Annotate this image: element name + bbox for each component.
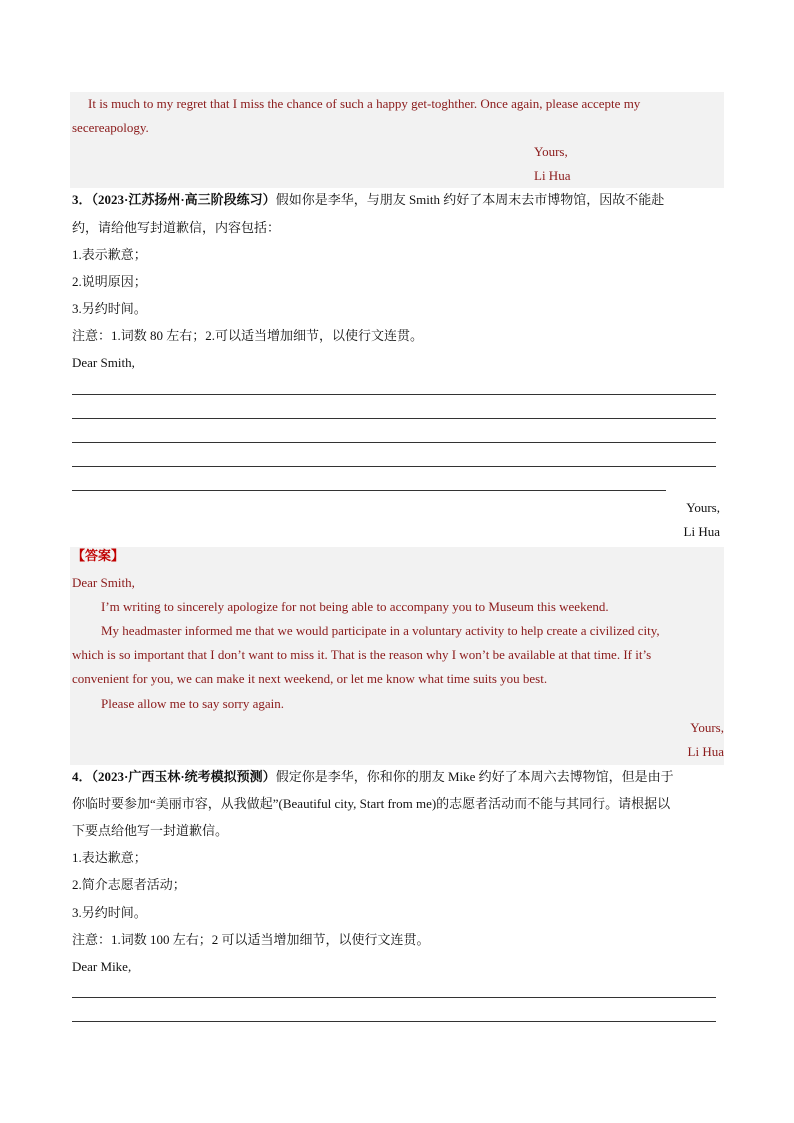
question-3-salutation: Dear Smith, xyxy=(72,355,135,370)
answer-paragraph-1: I’m writing to sincerely apologize for not being able to accompany you to Museum this weekend. xyxy=(101,599,609,614)
answer-paragraph-2-line-2: which is so important that I don’t want to miss it. That is the reason why I won’t be available at that time. If it’s xyxy=(72,647,652,662)
previous-answer-signature: Li Hua xyxy=(534,168,571,183)
previous-answer-line-2: secereapology. xyxy=(72,120,149,135)
question-3-closing: Yours, xyxy=(686,500,720,515)
writing-line[interactable] xyxy=(72,997,716,998)
question-4-source: （2023·广西玉林·统考模拟预测） xyxy=(91,769,276,784)
question-4-point-2: 2.简介志愿者活动； xyxy=(72,877,186,892)
question-4-prompt-2: 你临时要参加“美丽市容，从我做起”(Beautiful city, Start from me)的志愿者活动而不能与其同行。请根据以 xyxy=(72,796,671,811)
answer-block xyxy=(70,547,724,765)
answer-paragraph-3: Please allow me to say sorry again. xyxy=(101,696,285,711)
question-4-prompt-3: 下要点给他写一封道歉信。 xyxy=(72,823,229,838)
writing-line[interactable] xyxy=(72,1021,716,1022)
question-4-salutation: Dear Mike, xyxy=(72,959,132,974)
question-4-prompt-1: 假定你是李华，你和你的朋友 Mike 约好了本周六去博物馆，但是由于 xyxy=(275,769,674,784)
question-4-point-3: 3.另约时间。 xyxy=(72,905,147,920)
answer-tag: 【答案】 xyxy=(72,548,125,563)
question-3-line-1 xyxy=(72,190,664,210)
previous-answer-block xyxy=(70,92,724,188)
writing-line[interactable] xyxy=(72,394,716,395)
question-3-prompt-2: 约，请给他写封道歉信，内容包括： xyxy=(72,220,281,235)
answer-paragraph-2-line-1: My headmaster informed me that we would participate in a voluntary activity to help create a civilized city, xyxy=(101,623,660,638)
question-4-line-1 xyxy=(72,767,674,787)
answer-salutation: Dear Smith, xyxy=(72,575,135,590)
answer-paragraph-2-line-3: convenient for you, we can make it next weekend, or let me know what time suits you best. xyxy=(72,671,548,686)
writing-line[interactable] xyxy=(72,418,716,419)
question-3-signature: Li Hua xyxy=(683,524,720,539)
writing-line[interactable] xyxy=(72,490,666,491)
question-3-note: 注意：1.词数 80 左右；2.可以适当增加细节，以使行文连贯。 xyxy=(72,328,424,343)
question-4-number: 4． xyxy=(72,769,92,784)
question-3-point-3: 3.另约时间。 xyxy=(72,301,147,316)
previous-answer-closing: Yours, xyxy=(534,144,568,159)
question-3-number: 3． xyxy=(72,192,92,207)
writing-line[interactable] xyxy=(72,442,716,443)
answer-closing: Yours, xyxy=(690,720,724,735)
previous-answer-line-1: It is much to my regret that I miss the chance of such a happy get-toghther. Once again, please accepte my xyxy=(88,96,641,111)
question-3-prompt-1: 假如你是李华，与朋友 Smith 约好了本周末去市博物馆，因故不能赴 xyxy=(275,192,665,207)
answer-signature: Li Hua xyxy=(687,744,724,759)
question-3-point-2: 2.说明原因； xyxy=(72,274,147,289)
question-3-source: （2023·江苏扬州·高三阶段练习） xyxy=(91,192,276,207)
question-3-point-1: 1.表示歉意； xyxy=(72,247,147,262)
question-4-note: 注意：1.词数 100 左右；2 可以适当增加细节，以使行文连贯。 xyxy=(72,932,430,947)
question-4-point-1: 1.表达歉意； xyxy=(72,850,147,865)
writing-line[interactable] xyxy=(72,466,716,467)
